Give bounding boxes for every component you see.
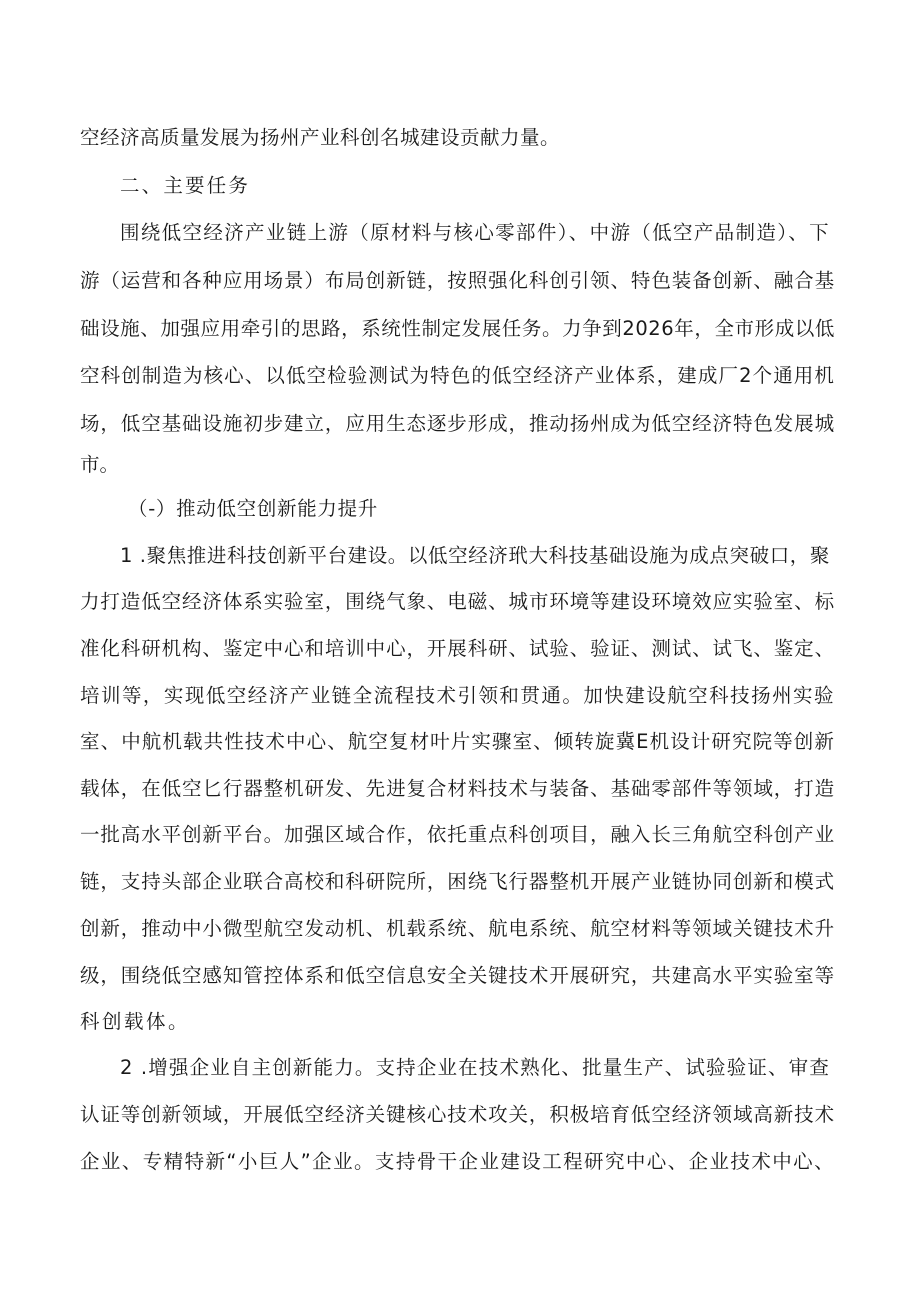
text-line: 空科创制造为核心、以低空检验测试为特色的低空经济产业体系，建成厂2个通用机 bbox=[80, 364, 835, 387]
text-line: 认证等创新领域，开展低空经济关键核心技术攻关，积极培育低空经济领域高新技术 bbox=[80, 1103, 835, 1126]
text-line: 室、中航机载共性技术中心、航空复材叶片实骤室、倾转旋冀E机设计研究院等创新 bbox=[80, 730, 835, 753]
text-line: 空经济高质量发展为扬州产业科创名城建设贡献力量。 bbox=[80, 126, 560, 149]
text-line: 企业、专精特新“小巨人”企业。支持骨干企业建设工程研究中心、企业技术中心、 bbox=[80, 1150, 835, 1173]
text-line: 科创载体。 bbox=[80, 1010, 190, 1033]
text-line: 培训等，实现低空经济产业链全流程技术引领和贯通。加快建设航空科技扬州实验 bbox=[80, 684, 835, 707]
text-line: 级，围绕低空感知管控体系和低空信息安全关键技术开展研究，共建高水平实验室等 bbox=[80, 964, 835, 987]
text-line: 围绕低空经济产业链上游（原材料与核心零部件）、中游（低空产品制造）、下 bbox=[120, 221, 830, 244]
text-line: 游（运营和各种应用场景）布局创新链，按照强化科创引领、特色装备创新、融合基 bbox=[80, 269, 835, 292]
text-line: 创新，推动中小微型航空发动机、机载系统、航电系统、航空材料等领域关键技术升 bbox=[80, 917, 835, 940]
text-line: 1 .聚焦推进科技创新平台建设。以低空经济玳大科技基础设施为成点突破口，聚 bbox=[120, 544, 830, 567]
section-heading: 二、主要任务 bbox=[120, 174, 250, 197]
subsection-heading: （-）推动低空创新能力提升 bbox=[128, 497, 378, 520]
text-line: 础设施、加强应用牵引的思路，系统性制定发展任务。力争到2026年，全市形成以低 bbox=[80, 317, 835, 340]
text-line: 2 .增强企业自主创新能力。支持企业在技术熟化、批量生产、试验验证、审查 bbox=[120, 1056, 830, 1079]
text-line: 链，支持头部企业联合高校和科研院所，困绕飞行器整机开展产业链协同创新和模式 bbox=[80, 870, 835, 893]
text-line: 力打造低空经济体系实验室，围绕气象、电磁、城市环境等建设环境效应实验室、标 bbox=[80, 590, 835, 613]
text-line: 市。 bbox=[80, 453, 120, 476]
text-line: 场，低空基础设施初步建立，应用生态逐步形成，推动扬州成为低空经济特色发展城 bbox=[80, 412, 835, 435]
text-line: 载体，在低空匕行器整机研发、先进复合材料技术与装备、基础零部件等领域，打造 bbox=[80, 777, 835, 800]
text-line: 一批高水平创新平台。加强区域合作，依托重点科创项目，融入长三角航空科创产业 bbox=[80, 823, 835, 846]
text-line: 准化科研机构、鉴定中心和培训中心，开展科研、试验、验证、测试、试飞、鉴定、 bbox=[80, 637, 835, 660]
